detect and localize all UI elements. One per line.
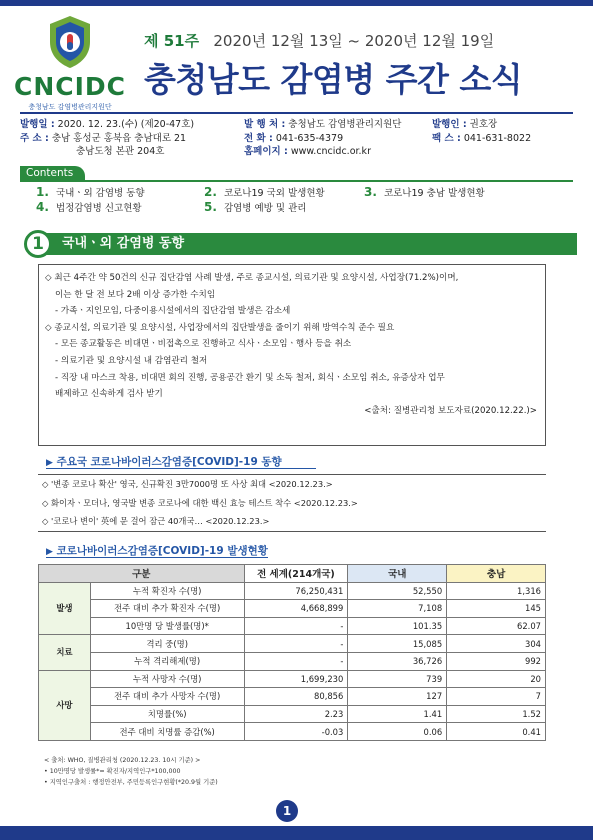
col-header-world: 전 세계(214개국)	[244, 565, 348, 583]
world-value: -	[244, 635, 348, 653]
table-row	[39, 723, 546, 741]
page-number: 1	[276, 800, 298, 822]
toc-item-2[interactable]: 2. 코로나19 국외 발생현황	[204, 185, 325, 199]
trend-line: - 직장 내 마스크 착용, 비대면 회의 진행, 공용공간 환기 및 소독 철저, 회식ㆍ소모임 취소, 유증상자 업무	[55, 372, 445, 383]
publisher-org-label: 발 행 처 :	[244, 119, 286, 130]
world-value: -	[244, 652, 348, 670]
trend-line: - 가족ㆍ지인모임, 다중이용시설에서의 집단감염 발생은 감소세	[55, 306, 291, 317]
info-middle	[244, 118, 401, 159]
group-label: 치료	[39, 635, 91, 670]
triangle-icon: ▶	[46, 458, 53, 468]
info-left	[20, 118, 194, 159]
table-row	[39, 582, 546, 600]
header-rule	[20, 112, 573, 114]
korea-value: 739	[348, 670, 447, 688]
row-label: 치명률(%)	[90, 705, 244, 723]
issue-date: 2020. 12. 23.(수) (제20-47호)	[57, 119, 195, 130]
table-row	[39, 652, 546, 670]
address-line1: 충남 홍성군 홍북읍 충남대로 21	[51, 132, 187, 144]
major-countries-box	[38, 474, 546, 532]
world-value: -0.03	[244, 723, 348, 741]
homepage-label: 홈페이지 :	[244, 146, 288, 157]
homepage-link[interactable]: www.cncidc.or.kr	[290, 146, 371, 157]
row-label: 누적 격리해제(명)	[90, 652, 244, 670]
col-header-chungnam: 충남	[447, 565, 546, 583]
row-label: 10만명 당 발생률(명)*	[90, 617, 244, 635]
trend-line: 배제하고 신속하게 검사 받기	[55, 389, 163, 400]
contents-tab: Contents	[20, 166, 85, 181]
shield-logo-icon	[46, 14, 94, 70]
trend-line: - 의료기관 및 요양시설 내 감염관리 철저	[55, 355, 208, 366]
chungnam-value: 7	[447, 688, 546, 706]
col-header-korea: 국내	[348, 565, 447, 583]
major-countries-heading: ▶ 주요국 코로나바이러스감염증[COVID]-19 동향	[46, 456, 282, 468]
trend-line: - 모든 종교활동은 비대면ㆍ비접촉으로 진행하고 식사ㆍ소모임ㆍ행사 등을 취소	[55, 339, 352, 350]
top-bar	[0, 0, 593, 6]
domestic-trends-box	[38, 264, 546, 446]
source-note: <출처: 질병관리청 보도자료(2020.12.22.)>	[364, 405, 537, 416]
row-label: 전주 대비 추가 확진자 수(명)	[90, 600, 244, 618]
chungnam-value: 1.52	[447, 705, 546, 723]
fax: 041-631-8022	[463, 132, 532, 144]
phone-label: 전 화 :	[244, 132, 273, 144]
chungnam-value: 992	[447, 652, 546, 670]
table-notes	[44, 755, 218, 788]
chungnam-value: 0.41	[447, 723, 546, 741]
trend-line: 이는 한 달 전 보다 2배 이상 증가한 수치임	[55, 289, 216, 300]
note-line: < 출처: WHO, 질병관리청 (2020.12.23. 10시 기준) >	[44, 757, 201, 764]
chungnam-value: 145	[447, 600, 546, 618]
table-row	[39, 617, 546, 635]
world-value: -	[244, 617, 348, 635]
logo	[14, 14, 126, 114]
toc-item-3[interactable]: 3. 코로나19 충남 발생현황	[364, 185, 485, 199]
issue-line	[144, 30, 494, 51]
row-label: 누적 확진자 수(명)	[90, 582, 244, 600]
heading-underline	[46, 468, 316, 469]
section-1-heading	[24, 230, 577, 258]
bottom-bar	[0, 826, 593, 840]
korea-value: 1.41	[348, 705, 447, 723]
korea-value: 15,085	[348, 635, 447, 653]
issue-week: 제 51주	[144, 32, 200, 50]
chungnam-value: 62.07	[447, 617, 546, 635]
table-header-row	[39, 565, 546, 583]
table-row	[39, 635, 546, 653]
logo-text: CNCIDC	[14, 72, 127, 101]
world-value: 4,668,899	[244, 600, 348, 618]
section-title: 국내ㆍ외 감염병 동향	[62, 236, 185, 251]
news-item[interactable]: ◇ 화이자ㆍ모더나, 영국발 변종 코로나에 대한 백신 효능 테스트 착수 <2020.12.23.>	[42, 497, 358, 508]
trend-line: ◇ 종교시설, 의료기관 및 요양시설, 사업장에서의 집단발생을 줄이기 위해 방역수칙 준수 필요	[45, 322, 395, 333]
publisher-label: 발행인 :	[432, 119, 467, 130]
news-item[interactable]: ◇ '변종 코로나 확산' 영국, 신규확진 3만7000명 또 사상 최대 <2020.12.23.>	[42, 479, 333, 489]
world-value: 80,856	[244, 688, 348, 706]
info-right	[432, 118, 531, 145]
toc-item-4[interactable]: 4. 법정감염병 신고현황	[36, 200, 142, 214]
fax-label: 팩 스 :	[432, 132, 461, 144]
korea-value: 127	[348, 688, 447, 706]
world-value: 2.23	[244, 705, 348, 723]
issue-period: 2020년 12월 13일 ~ 2020년 12월 19일	[213, 32, 495, 50]
row-label: 누적 사망자 수(명)	[90, 670, 244, 688]
issue-date-label: 발행일 :	[20, 119, 55, 130]
note-line: • 10만명당 발생률*= 확진자/지역인구*100,000	[44, 768, 181, 775]
news-item[interactable]: ◇ '코로나 변이' 英에 문 걸어 잠근 40개국… <2020.12.23.>	[42, 516, 270, 526]
trend-line: ◇ 최근 4주간 약 50건의 신규 집단감염 사례 발생, 주로 종교시설, 의료기관 및 요양시설, 사업장(71.2%)이며,	[45, 273, 459, 283]
korea-value: 0.06	[348, 723, 447, 741]
address-line2: 충남도청 본관 204호	[76, 146, 165, 157]
korea-value: 36,726	[348, 652, 447, 670]
phone: 041-635-4379	[275, 132, 344, 144]
group-label: 사망	[39, 670, 91, 740]
publisher: 권호장	[469, 119, 498, 130]
korea-value: 101.35	[348, 617, 447, 635]
triangle-icon: ▶	[46, 547, 53, 557]
chungnam-value: 20	[447, 670, 546, 688]
toc-item-5[interactable]: 5. 감염병 예방 및 관리	[204, 200, 307, 214]
col-header-category: 구분	[39, 565, 245, 583]
chungnam-value: 304	[447, 635, 546, 653]
group-label: 발생	[39, 582, 91, 635]
toc-item-1[interactable]: 1. 국내ㆍ외 감염병 동향	[36, 185, 145, 199]
status-heading: ▶ 코로나바이러스감염증[COVID]-19 발생현황	[46, 545, 268, 557]
world-value: 1,699,230	[244, 670, 348, 688]
table-row	[39, 705, 546, 723]
world-value: 76,250,431	[244, 582, 348, 600]
chungnam-value: 1,316	[447, 582, 546, 600]
table-row	[39, 670, 546, 688]
section-number: 1	[24, 230, 52, 258]
page-title: 충청남도 감염병 주간 소식	[144, 60, 523, 99]
row-label: 전주 대비 추가 사망자 수(명)	[90, 688, 244, 706]
address-label: 주 소 :	[20, 132, 49, 144]
heading-underline	[46, 557, 268, 558]
korea-value: 7,108	[348, 600, 447, 618]
note-line: • 지역인구출처 : 행정안전부, 주민등록인구현황(*20.9월 기준)	[44, 779, 218, 786]
row-label: 전주 대비 치명률 증감(%)	[90, 723, 244, 741]
korea-value: 52,550	[348, 582, 447, 600]
table-row	[39, 688, 546, 706]
contents-rule	[20, 180, 573, 182]
status-table	[38, 564, 546, 741]
logo-subtitle: 충청남도 감염병관리지원단	[28, 103, 112, 111]
row-label: 격리 중(명)	[90, 635, 244, 653]
table-row	[39, 600, 546, 618]
publisher-org: 충청남도 감염병관리지원단	[288, 119, 402, 130]
